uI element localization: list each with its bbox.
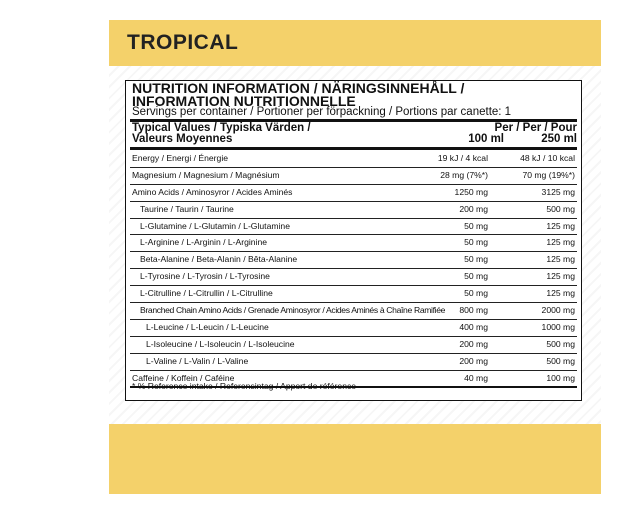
- flavor-title: TROPICAL: [127, 31, 239, 54]
- bottom-banner: [109, 424, 601, 494]
- col-100ml-label: 100 ml: [468, 133, 504, 145]
- nutrient-name: L-Isoleucine / L-Isoleucin / L-Isoleucine: [146, 338, 295, 349]
- nutrient-name: L-Tyrosine / L-Tyrosin / L-Tyrosine: [140, 271, 270, 282]
- heading-line-2: INFORMATION NUTRITIONNELLE: [132, 93, 356, 109]
- value-250ml: 100 mg: [546, 372, 575, 383]
- value-100ml: 50 mg: [464, 220, 488, 231]
- value-100ml: 19 kJ / 4 kcal: [437, 153, 488, 163]
- nutrient-name: L-Leucine / L-Leucin / L-Leucine: [146, 321, 269, 332]
- nutrient-rows: [130, 151, 577, 388]
- table-row: [130, 219, 577, 236]
- nutrient-name: Beta-Alanine / Beta-Alanin / Bêta-Alanine: [140, 254, 298, 265]
- table-row: [130, 185, 577, 202]
- heading-line-1: NUTRITION INFORMATION / NÄRINGSINNEHÅLL /: [132, 80, 465, 96]
- value-100ml: 200 mg: [459, 355, 488, 366]
- nutrient-name: L-Citrulline / L-Citrullin / L-Citrulline: [140, 288, 273, 299]
- table-row: [130, 337, 577, 354]
- value-250ml: 500 mg: [546, 338, 575, 349]
- table-row: [130, 286, 577, 303]
- value-100ml: 400 mg: [459, 321, 488, 332]
- flavor-banner: [109, 20, 601, 66]
- table-row: [130, 269, 577, 286]
- value-250ml: 125 mg: [546, 288, 575, 299]
- col-typical-line-1: Typical Values / Typiska Värden /: [132, 122, 311, 134]
- value-250ml: 125 mg: [546, 254, 575, 265]
- nutrient-name: L-Glutamine / L-Glutamin / L-Glutamine: [140, 220, 290, 231]
- table-row: [130, 235, 577, 252]
- table-row: [130, 354, 577, 371]
- value-100ml: 50 mg: [464, 271, 488, 282]
- nutrient-name: L-Valine / L-Valin / L-Valine: [146, 355, 249, 366]
- value-250ml: 3125 mg: [541, 186, 575, 197]
- servings-text: Servings per container / Portioner per förpackning / Portions par canette: 1: [132, 106, 512, 118]
- nutrient-name: Magnesium / Magnesium / Magnésium: [132, 169, 280, 180]
- value-250ml: 500 mg: [546, 203, 575, 214]
- table-row: [130, 202, 577, 219]
- nutrition-table: [125, 80, 582, 401]
- value-100ml: 50 mg: [464, 237, 488, 248]
- nutrition-heading: [132, 82, 577, 108]
- value-250ml: 125 mg: [546, 271, 575, 282]
- value-250ml: 1000 mg: [541, 321, 575, 332]
- value-250ml: 2000 mg: [541, 305, 575, 316]
- table-row: [130, 320, 577, 337]
- header-divider: [130, 147, 577, 150]
- nutrient-name: Energy / Energi / Énergie: [132, 153, 229, 163]
- nutrient-name: Amino Acids / Aminosyror / Acides Aminés: [132, 186, 293, 197]
- value-100ml: 28 mg (7%*): [440, 169, 488, 180]
- table-row: [130, 151, 577, 168]
- value-250ml: 500 mg: [546, 355, 575, 366]
- nutrient-name: Taurine / Taurin / Taurine: [140, 203, 234, 214]
- value-100ml: 200 mg: [459, 203, 488, 214]
- value-100ml: 50 mg: [464, 254, 488, 265]
- nutrient-name: L-Arginine / L-Arginin / L-Arginine: [140, 237, 268, 248]
- col-250ml-label: 250 ml: [541, 133, 577, 145]
- nutrient-name: Caffeine / Koffein / Caféine: [132, 372, 235, 383]
- col-typical-line-2: Valeurs Moyennes: [132, 133, 233, 145]
- value-100ml: 200 mg: [459, 338, 488, 349]
- value-100ml: 800 mg: [459, 305, 488, 316]
- col-per-label: Per / Per / Pour: [494, 122, 577, 134]
- column-headers: [132, 123, 577, 147]
- value-250ml: 125 mg: [546, 237, 575, 248]
- nutrient-name: Branched Chain Amino Acids / Grenade Aminosyror / Acides Aminés à Chaîne Ramifiée: [140, 305, 446, 316]
- value-100ml: 1250 mg: [454, 186, 488, 197]
- value-100ml: 50 mg: [464, 288, 488, 299]
- value-250ml: 48 kJ / 10 kcal: [520, 153, 575, 163]
- table-row: [130, 303, 577, 320]
- footnote: * % Reference intake / Referensintag / Apport de référence: [132, 381, 357, 391]
- value-250ml: 125 mg: [546, 220, 575, 231]
- value-100ml: 40 mg: [464, 372, 488, 383]
- table-row: [130, 168, 577, 185]
- table-row: [130, 252, 577, 269]
- value-250ml: 70 mg (19%*): [522, 169, 575, 180]
